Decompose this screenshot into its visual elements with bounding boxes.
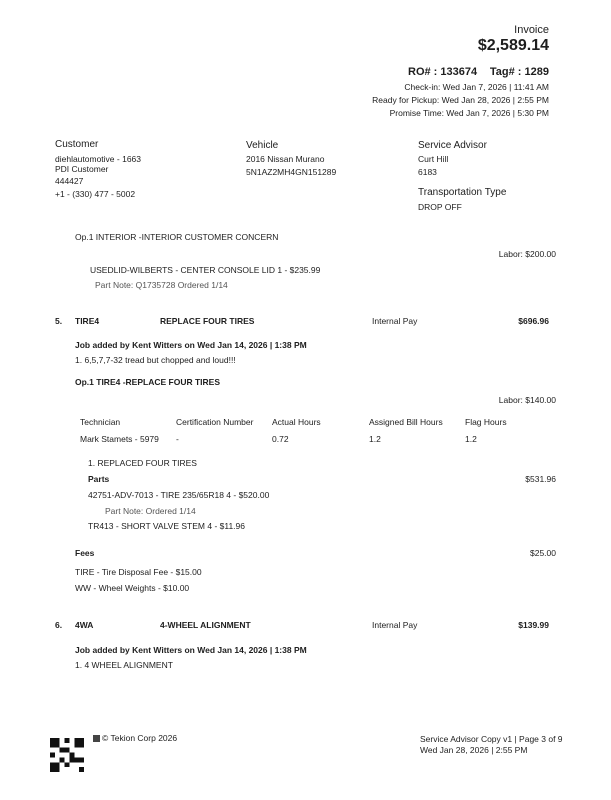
advisor-name: Curt Hill	[418, 154, 449, 164]
transport-label: Transportation Type	[418, 187, 507, 198]
tech-row-assigned-hours: 1.2	[369, 434, 381, 444]
op-interior-title: Op.1 INTERIOR -INTERIOR CUSTOMER CONCERN	[75, 232, 279, 242]
fee-wheel-weights: WW - Wheel Weights - $10.00	[75, 583, 190, 593]
tech-header-certification: Certification Number	[176, 417, 254, 427]
job5-description: REPLACE FOUR TIRES	[160, 316, 255, 326]
ro-number: RO# : 133674	[408, 66, 478, 78]
qr-code-icon	[50, 738, 84, 772]
customer-label: Customer	[55, 139, 99, 150]
job6-pay-type: Internal Pay	[372, 620, 418, 630]
ready-time: Ready for Pickup: Wed Jan 28, 2026 | 2:55 PM	[372, 95, 549, 105]
advisor-id: 6183	[418, 167, 437, 177]
vehicle-label: Vehicle	[246, 140, 279, 151]
job5-number: 5.	[55, 316, 63, 326]
footer-date: Wed Jan 28, 2026 | 2:55 PM	[420, 745, 528, 755]
parts-total: $531.96	[525, 474, 556, 484]
job5-correction: 1. REPLACED FOUR TIRES	[88, 458, 197, 468]
job5-added-by: Job added by Kent Witters on Wed Jan 14, 2026 | 1:38 PM	[75, 340, 307, 350]
copyright-text: © Tekion Corp 2026	[102, 733, 178, 743]
vehicle-vin: 5N1AZ2MH4GN151289	[246, 167, 337, 177]
parts-label: Parts	[88, 474, 110, 484]
job6-total: $139.99	[518, 620, 549, 630]
op-interior-part: USEDLID-WILBERTS - CENTER CONSOLE LID 1 - $235.99	[90, 265, 321, 275]
job6-number: 6.	[55, 620, 63, 630]
fee-tire-disposal: TIRE - Tire Disposal Fee - $15.00	[75, 567, 202, 577]
tech-header-flag-hours: Flag Hours	[465, 417, 507, 427]
part-valve-stem: TR413 - SHORT VALVE STEM 4 - $11.96	[88, 521, 245, 531]
copyright	[93, 733, 177, 743]
customer-phone: +1 - (330) 477 - 5002	[55, 189, 136, 199]
vehicle-model: 2016 Nissan Murano	[246, 154, 325, 164]
tech-row-flag-hours: 1.2	[465, 434, 477, 444]
part-tire-note: Part Note: Ordered 1/14	[105, 506, 196, 516]
job5-concern: 1. 6,5,7,7-32 tread but chopped and loud!!!	[75, 355, 236, 365]
tech-header-actual-hours: Actual Hours	[272, 417, 321, 427]
customer-name: diehlautomotive - 1663	[55, 154, 142, 164]
op-interior-part-note: Part Note: Q1735728 Ordered 1/14	[95, 280, 228, 290]
promise-time: Promise Time: Wed Jan 7, 2026 | 5:30 PM	[389, 108, 549, 118]
transport-type: DROP OFF	[418, 202, 462, 212]
job5-total: $696.96	[518, 316, 549, 326]
job6-concern: 1. 4 WHEEL ALIGNMENT	[75, 660, 173, 670]
part-tire: 42751-ADV-7013 - TIRE 235/65R18 4 - $520.00	[88, 490, 270, 500]
job5-labor: Labor: $140.00	[498, 395, 556, 405]
tech-row-certification: -	[176, 434, 179, 444]
fees-label: Fees	[75, 548, 95, 558]
tech-row-technician: Mark Stamets - 5979	[80, 434, 159, 444]
job6-added-by: Job added by Kent Witters on Wed Jan 14, 2026 | 1:38 PM	[75, 645, 307, 655]
fees-total: $25.00	[530, 548, 556, 558]
job5-op-title: Op.1 TIRE4 -REPLACE FOUR TIRES	[75, 377, 220, 387]
job5-pay-type: Internal Pay	[372, 316, 418, 326]
checkin-time: Check-in: Wed Jan 7, 2026 | 11:41 AM	[404, 82, 549, 92]
customer-type: PDI Customer	[55, 164, 109, 174]
tekion-logo-icon	[93, 735, 100, 742]
advisor-label: Service Advisor	[418, 140, 487, 151]
tech-header-assigned-hours: Assigned Bill Hours	[369, 417, 443, 427]
tech-header-technician: Technician	[80, 417, 121, 427]
tech-row-actual-hours: 0.72	[272, 434, 289, 444]
job5-code: TIRE4	[75, 316, 100, 326]
customer-number: 444427	[55, 176, 84, 186]
document-type: Invoice	[514, 24, 549, 36]
job6-description: 4-WHEEL ALIGNMENT	[160, 620, 251, 630]
invoice-total: $2,589.14	[477, 37, 549, 54]
tag-number: Tag# : 1289	[489, 66, 549, 78]
op-interior-labor: Labor: $200.00	[498, 249, 556, 259]
footer-copy-page: Service Advisor Copy v1 | Page 3 of 9	[420, 734, 563, 744]
job6-code: 4WA	[75, 620, 94, 630]
